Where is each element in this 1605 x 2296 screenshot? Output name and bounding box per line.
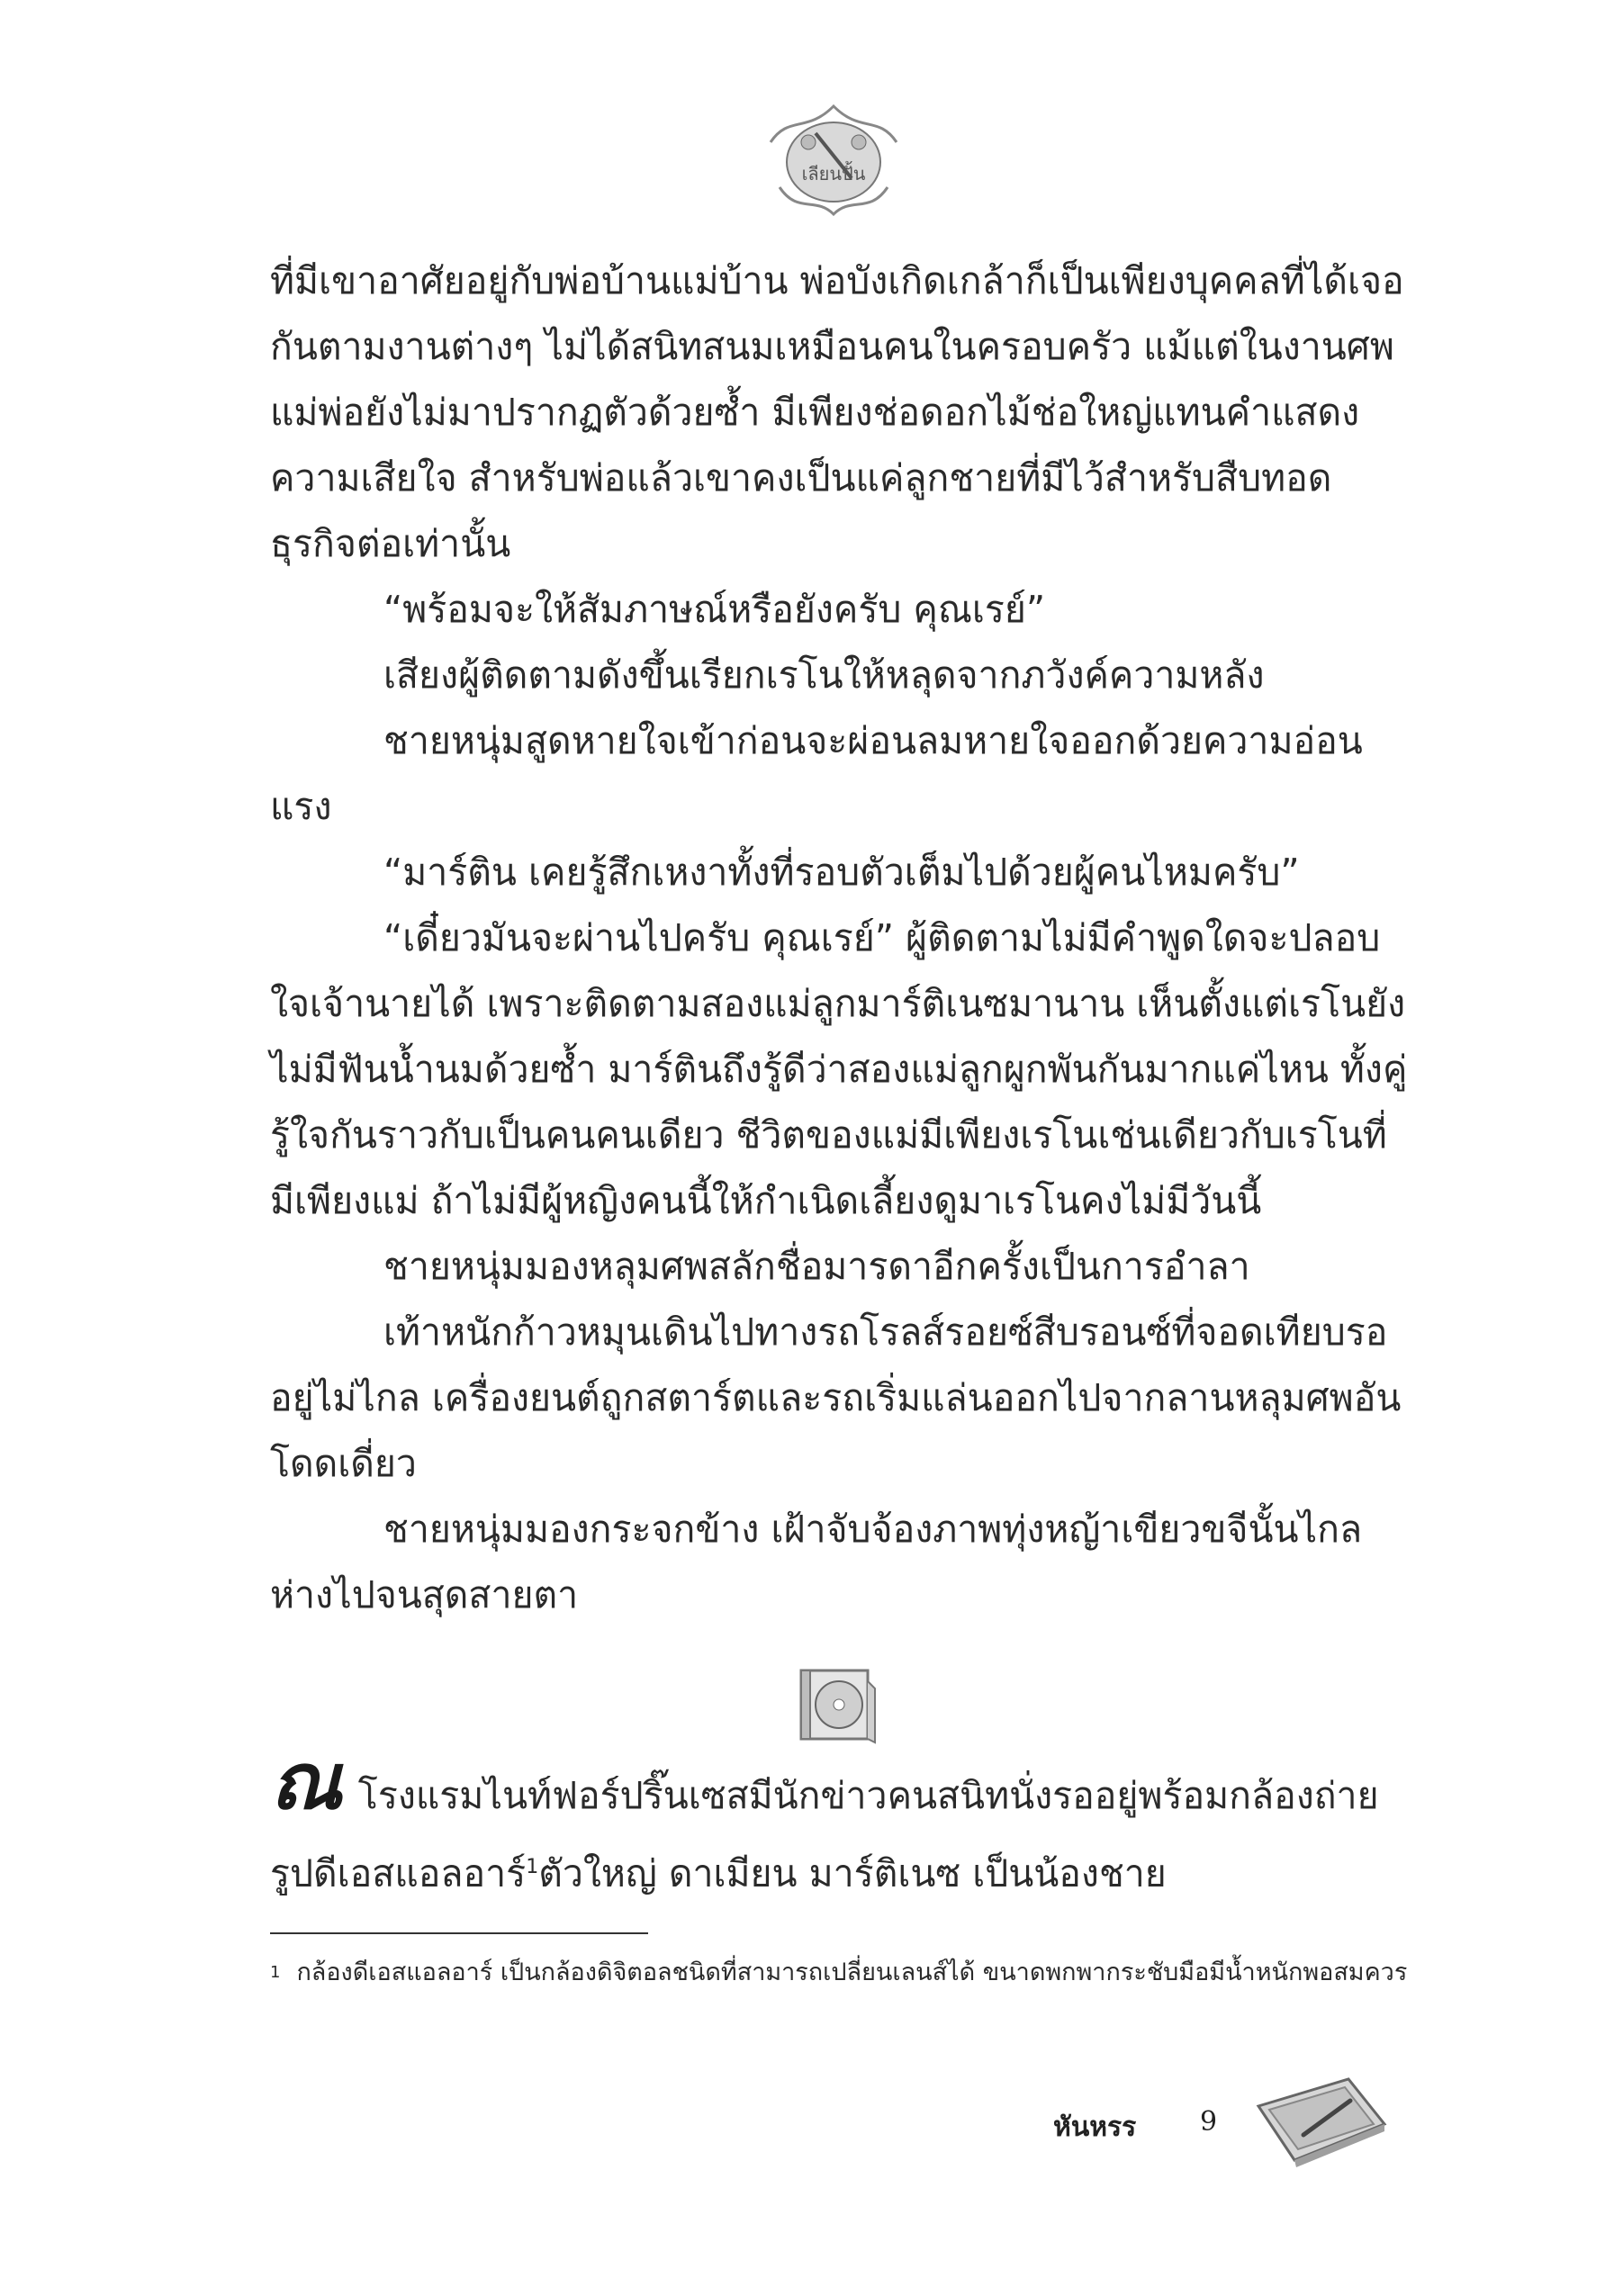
opening-text: โรงแรมไนท์ฟอร์ปริ๊นเซสมีนักข่าวคนสนิทนั่งรออยู่พร้อมกล้องถ่ายรูปดีเอสแอลอาร์ — [270, 1774, 1379, 1895]
paragraph: เสียงผู้ติดตามดังขึ้นเรียกเรโนให้หลุดจากภวังค์ความหลัง — [383, 653, 1265, 697]
paragraph: “มาร์ติน เคยรู้สึกเหงาทั้งที่รอบตัวเต็มไปด้วยผู้คนไหมครับ” — [383, 851, 1300, 894]
paragraph: “เดี๋ยวมันจะผ่านไปครับ คุณเรย์” ผู้ติดตามไม่มีคำพูดใดจะปลอบใจเจ้านายได้ เพราะติดตามสองแม่ลูกมาร์ติเนซมานาน เห็นตั้งแต่เรโนยังไม่มีฟันน้ำนมด้วยซ้ำ มาร์ตินถึงรู้ดีว่าสองแม่ลูกผูกพันกันมากแค่ไหน ทั้งคู่รู้ใจกันราวกับเป็นคนคนเดียว ชีวิตของแม่มีเพียงเรโนเช่นเดียวกับเรโนที่มีเพียงแม่ ถ้าไม่มีผู้หญิงคนนี้ให้กำเนิดเลี้ยงดูมาเรโนคงไม่มีวันนี้ — [270, 916, 1408, 1222]
footnote-text: กล้องดีเอสแอลอาร์ เป็นกล้องดิจิตอลชนิดที่สามารถเปลี่ยนเลนส์ได้ ขนาดพกพากระชับมือมีน้ำหนักพอสมควร — [296, 1958, 1408, 1986]
running-footer-title: หันหรร — [1053, 2111, 1137, 2143]
footnote-reference[interactable]: 1 — [526, 1856, 539, 1878]
paragraph: “พร้อมจะให้สัมภาษณ์หรือยังครับ คุณเรย์” — [383, 588, 1046, 631]
paragraph: เท้าหนักก้าวหมุนเดินไปทางรถโรลส์รอยซ์สีบรอนซ์ที่จอดเทียบรออยู่ไม่ไกล เครื่องยนต์ถูกสตาร์ตและรถเริ่มแล่นออกไปจากลานหลุมศพอันโดดเดี่ยว — [270, 1310, 1402, 1485]
paragraph: ชายหนุ่มมองหลุมศพสลักชื่อมารดาอีกครั้งเป็นการอำลา — [383, 1245, 1250, 1288]
body-text — [270, 248, 1409, 1628]
opening-text-continued: ตัวใหญ่ ดาเมียน มาร์ติเนซ เป็นน้องชาย — [538, 1851, 1167, 1895]
cd-case-icon — [792, 1663, 879, 1746]
section-opening — [270, 1736, 1409, 1910]
ornament-text: เลียนปั้น — [801, 163, 866, 185]
paragraph: ชายหนุ่มมองกระจกข้าง เฝ้าจับจ้องภาพทุ่งหญ้าเขียวขจีนั้นไกลห่างไปจนสุดสายตา — [270, 1508, 1363, 1616]
paragraph: ที่มีเขาอาศัยอยู่กับพ่อบ้านแม่บ้าน พ่อบังเกิดเกล้าก็เป็นเพียงบุคคลที่ได้เจอกันตามงานต่างๆ ไม่ได้สนิทสนมเหมือนคนในครอบครัว แม้แต่ในงานศพแม่พ่อยังไม่มาปรากฏตัวด้วยซ้ำ มีเพียงช่อดอกไม้ช่อใหญ่แทนคำแสดงความเสียใจ สำหรับพ่อแล้วเขาคงเป็นแค่ลูกชายที่มีไว้สำหรับสืบทอดธุรกิจต่อเท่านั้น — [270, 259, 1404, 565]
ornamental-crest-icon — [753, 79, 915, 223]
drop-letter: ณ — [270, 1736, 342, 1827]
footnote — [270, 1953, 1409, 1993]
drawing-tablet-icon — [1249, 2070, 1390, 2169]
footnote-mark: 1 — [270, 1963, 281, 1982]
page-number: 9 — [1200, 2106, 1218, 2138]
footnote-divider — [270, 1932, 648, 1934]
paragraph: ชายหนุ่มสูดหายใจเข้าก่อนจะผ่อนลมหายใจออกด้วยความอ่อนแรง — [270, 719, 1363, 828]
